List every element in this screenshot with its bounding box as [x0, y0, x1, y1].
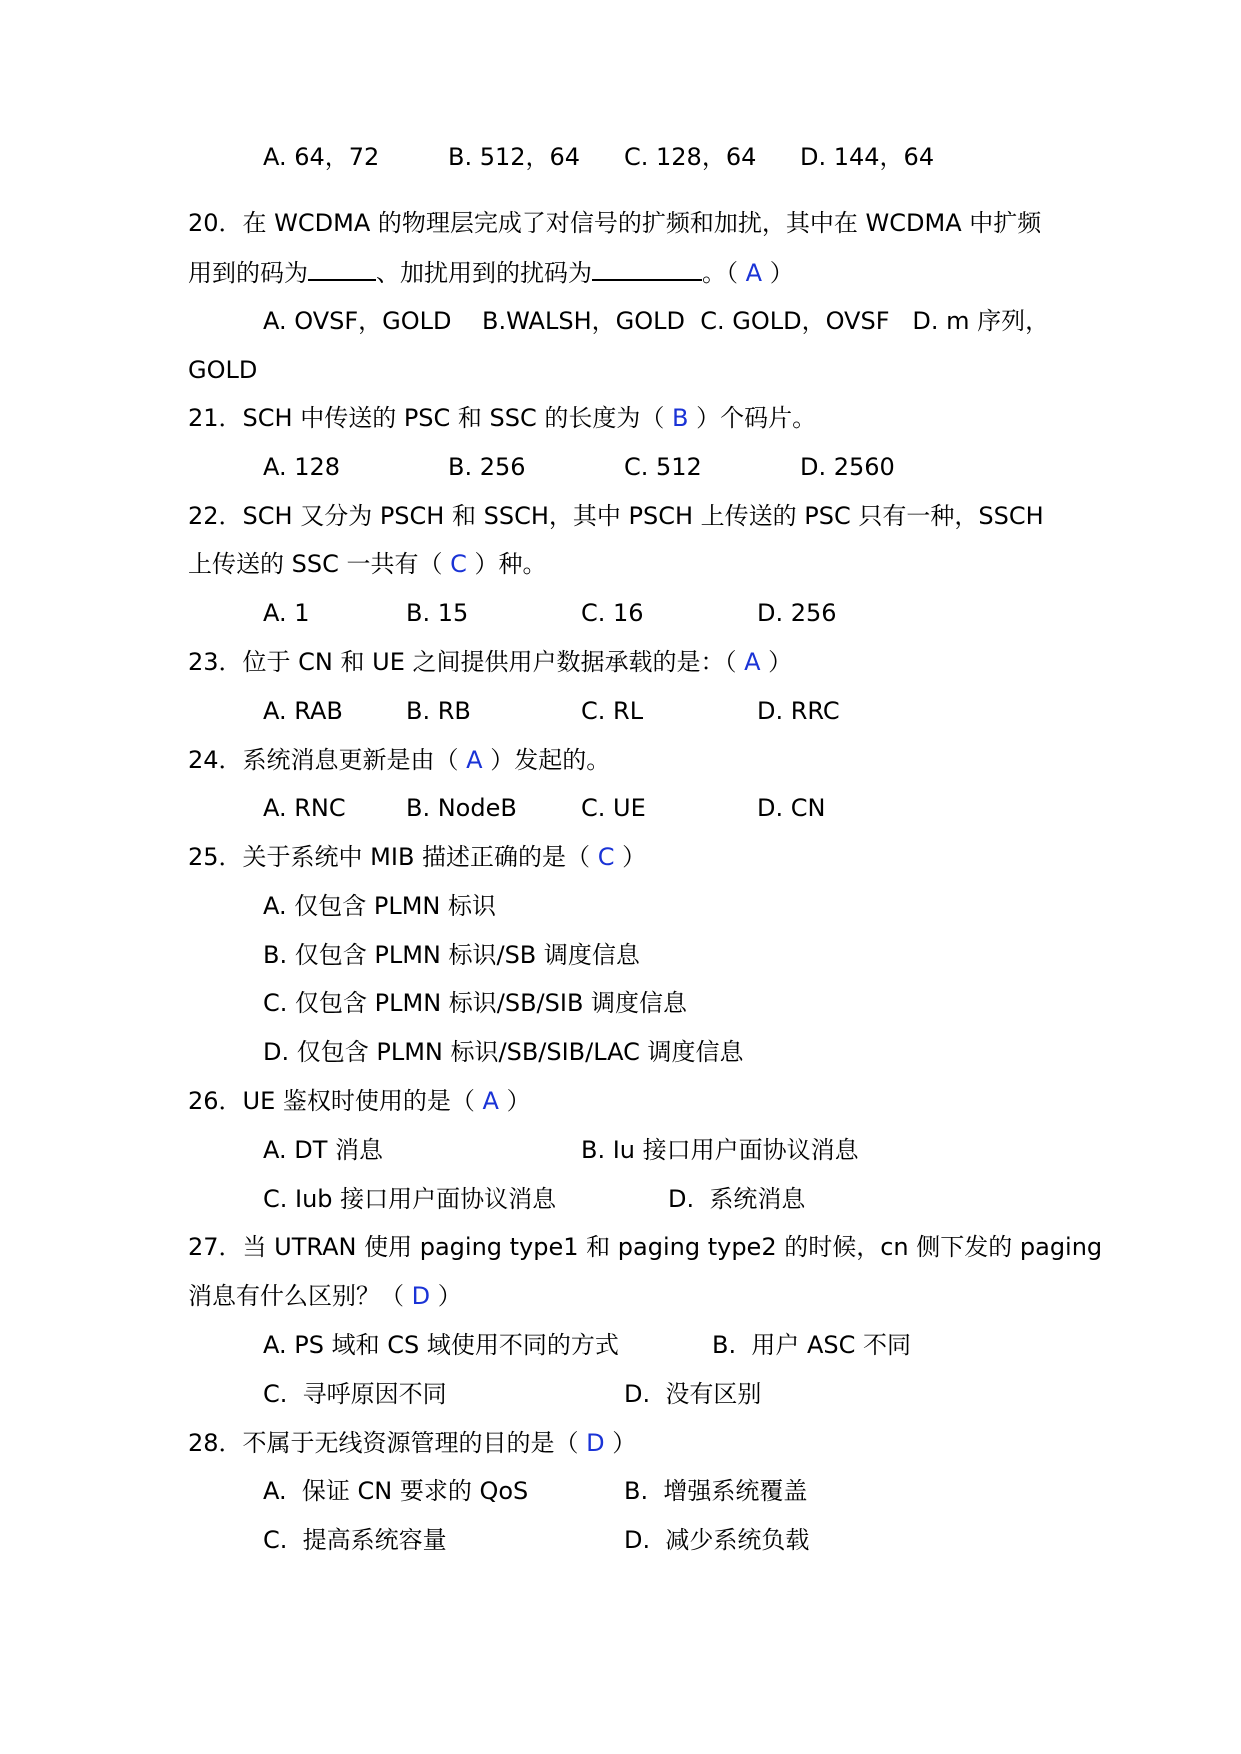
- q21-option-a: A. 128: [263, 453, 341, 481]
- q23-suffix: ）: [760, 648, 793, 676]
- q23-answer: A: [744, 648, 761, 676]
- q26-option-d: D. 系统消息: [668, 1185, 806, 1213]
- q28-stem: [188, 1428, 636, 1458]
- q19-option-c: C. 128，64: [624, 143, 757, 171]
- q27-option-b: B. 用户 ASC 不同: [712, 1331, 912, 1359]
- q26-suffix: ）: [498, 1087, 531, 1115]
- q20-options-cont: GOLD: [188, 356, 258, 384]
- q20-text-b: 、加扰用到的扰码为: [376, 259, 592, 287]
- q20-stem-line2: [188, 257, 794, 288]
- q22-option-d: D. 256: [757, 599, 837, 627]
- q21-stem: [188, 403, 816, 433]
- q22-answer: C: [450, 550, 467, 578]
- q26-answer: A: [482, 1087, 499, 1115]
- q20-blank-1: [308, 257, 376, 281]
- q22-option-c: C. 16: [581, 599, 644, 627]
- q22-option-b: B. 15: [406, 599, 469, 627]
- q23-option-d: D. RRC: [757, 697, 840, 725]
- q22-stem: 22．SCH 又分为 PSCH 和 SSCH，其中 PSCH 上传送的 PSC 只有一种，SSCH: [188, 502, 1044, 530]
- q19-option-b: B. 512，64: [448, 143, 581, 171]
- q23-prefix: 23．位于 CN 和 UE 之间提供用户数据承载的是：（: [188, 648, 745, 676]
- q23-option-c: C. RL: [581, 697, 644, 725]
- q25-option-a: A. 仅包含 PLMN 标识: [263, 892, 497, 920]
- q24-option-b: B. NodeB: [406, 794, 517, 822]
- q23-option-a: A. RAB: [263, 697, 343, 725]
- q23-option-b: B. RB: [406, 697, 471, 725]
- q27-stem: 27．当 UTRAN 使用 paging type1 和 paging type2 的时候，cn 侧下发的 paging: [188, 1233, 1103, 1261]
- q25-option-c: C. 仅包含 PLMN 标识/SB/SIB 调度信息: [263, 989, 688, 1017]
- q20-text-a: 用到的码为: [188, 259, 308, 287]
- q22-stem-line2: [188, 549, 547, 579]
- q27-option-d: D. 没有区别: [624, 1380, 762, 1408]
- q20-answer: A: [745, 259, 763, 287]
- q21-option-c: C. 512: [624, 453, 702, 481]
- q22-prefix: 上传送的 SSC 一共有（: [188, 550, 451, 578]
- q24-option-d: D. CN: [757, 794, 826, 822]
- q26-prefix: 26．UE 鉴权时使用的是（: [188, 1087, 483, 1115]
- q22-suffix: ）种。: [466, 550, 547, 578]
- q25-option-b: B. 仅包含 PLMN 标识/SB 调度信息: [263, 941, 640, 969]
- q21-prefix: 21．SCH 中传送的 PSC 和 SSC 的长度为（: [188, 404, 673, 432]
- q24-option-c: C. UE: [581, 794, 646, 822]
- q27-option-c: C. 寻呼原因不同: [263, 1380, 447, 1408]
- q27-prefix: 消息有什么区别？（: [188, 1282, 412, 1310]
- q27-option-a: A. PS 域和 CS 域使用不同的方式: [263, 1331, 619, 1359]
- q28-option-c: C. 提高系统容量: [263, 1526, 447, 1554]
- q19-option-d: D. 144，64: [800, 143, 935, 171]
- q25-option-d: D. 仅包含 PLMN 标识/SB/SIB/LAC 调度信息: [263, 1038, 744, 1066]
- q21-option-d: D. 2560: [800, 453, 895, 481]
- q24-suffix: ）发起的。: [482, 746, 611, 774]
- q25-answer: C: [597, 843, 615, 871]
- q24-prefix: 24．系统消息更新是由（: [188, 746, 467, 774]
- q20-blank-2: [592, 257, 702, 281]
- q27-stem-line2: [188, 1281, 462, 1311]
- q24-option-a: A. RNC: [263, 794, 346, 822]
- q20-text-c: 。（: [702, 259, 746, 287]
- q20-options: A. OVSF，GOLD B.WALSH，GOLD C. GOLD，OVSF D. m 序列，: [263, 307, 1050, 335]
- q28-option-b: B. 增强系统覆盖: [624, 1477, 808, 1505]
- q20-text-d: ）: [762, 259, 794, 287]
- q26-option-b: B. Iu 接口用户面协议消息: [581, 1136, 859, 1164]
- q22-option-a: A. 1: [263, 599, 310, 627]
- q23-stem: [188, 647, 792, 677]
- q25-suffix: ）: [614, 843, 647, 871]
- q25-stem: [188, 842, 646, 872]
- q21-option-b: B. 256: [448, 453, 526, 481]
- q19-option-a: A. 64，72: [263, 143, 380, 171]
- q20-stem: 20．在 WCDMA 的物理层完成了对信号的扩频和加扰，其中在 WCDMA 中扩频: [188, 209, 1042, 237]
- q28-suffix: ）: [604, 1429, 637, 1457]
- q24-stem: [188, 745, 610, 775]
- q27-suffix: ）: [430, 1282, 462, 1310]
- q26-option-a: A. DT 消息: [263, 1136, 384, 1164]
- q28-prefix: 28．不属于无线资源管理的目的是（: [188, 1429, 587, 1457]
- q28-option-d: D. 减少系统负载: [624, 1526, 810, 1554]
- q25-prefix: 25．关于系统中 MIB 描述正确的是（: [188, 843, 598, 871]
- q26-option-c: C. Iub 接口用户面协议消息: [263, 1185, 557, 1213]
- q26-stem: [188, 1086, 531, 1116]
- q27-answer: D: [411, 1282, 431, 1310]
- q21-answer: B: [672, 404, 689, 432]
- q21-suffix: ）个码片。: [688, 404, 817, 432]
- q28-option-a: A. 保证 CN 要求的 QoS: [263, 1477, 529, 1505]
- q24-answer: A: [466, 746, 483, 774]
- q28-answer: D: [586, 1429, 605, 1457]
